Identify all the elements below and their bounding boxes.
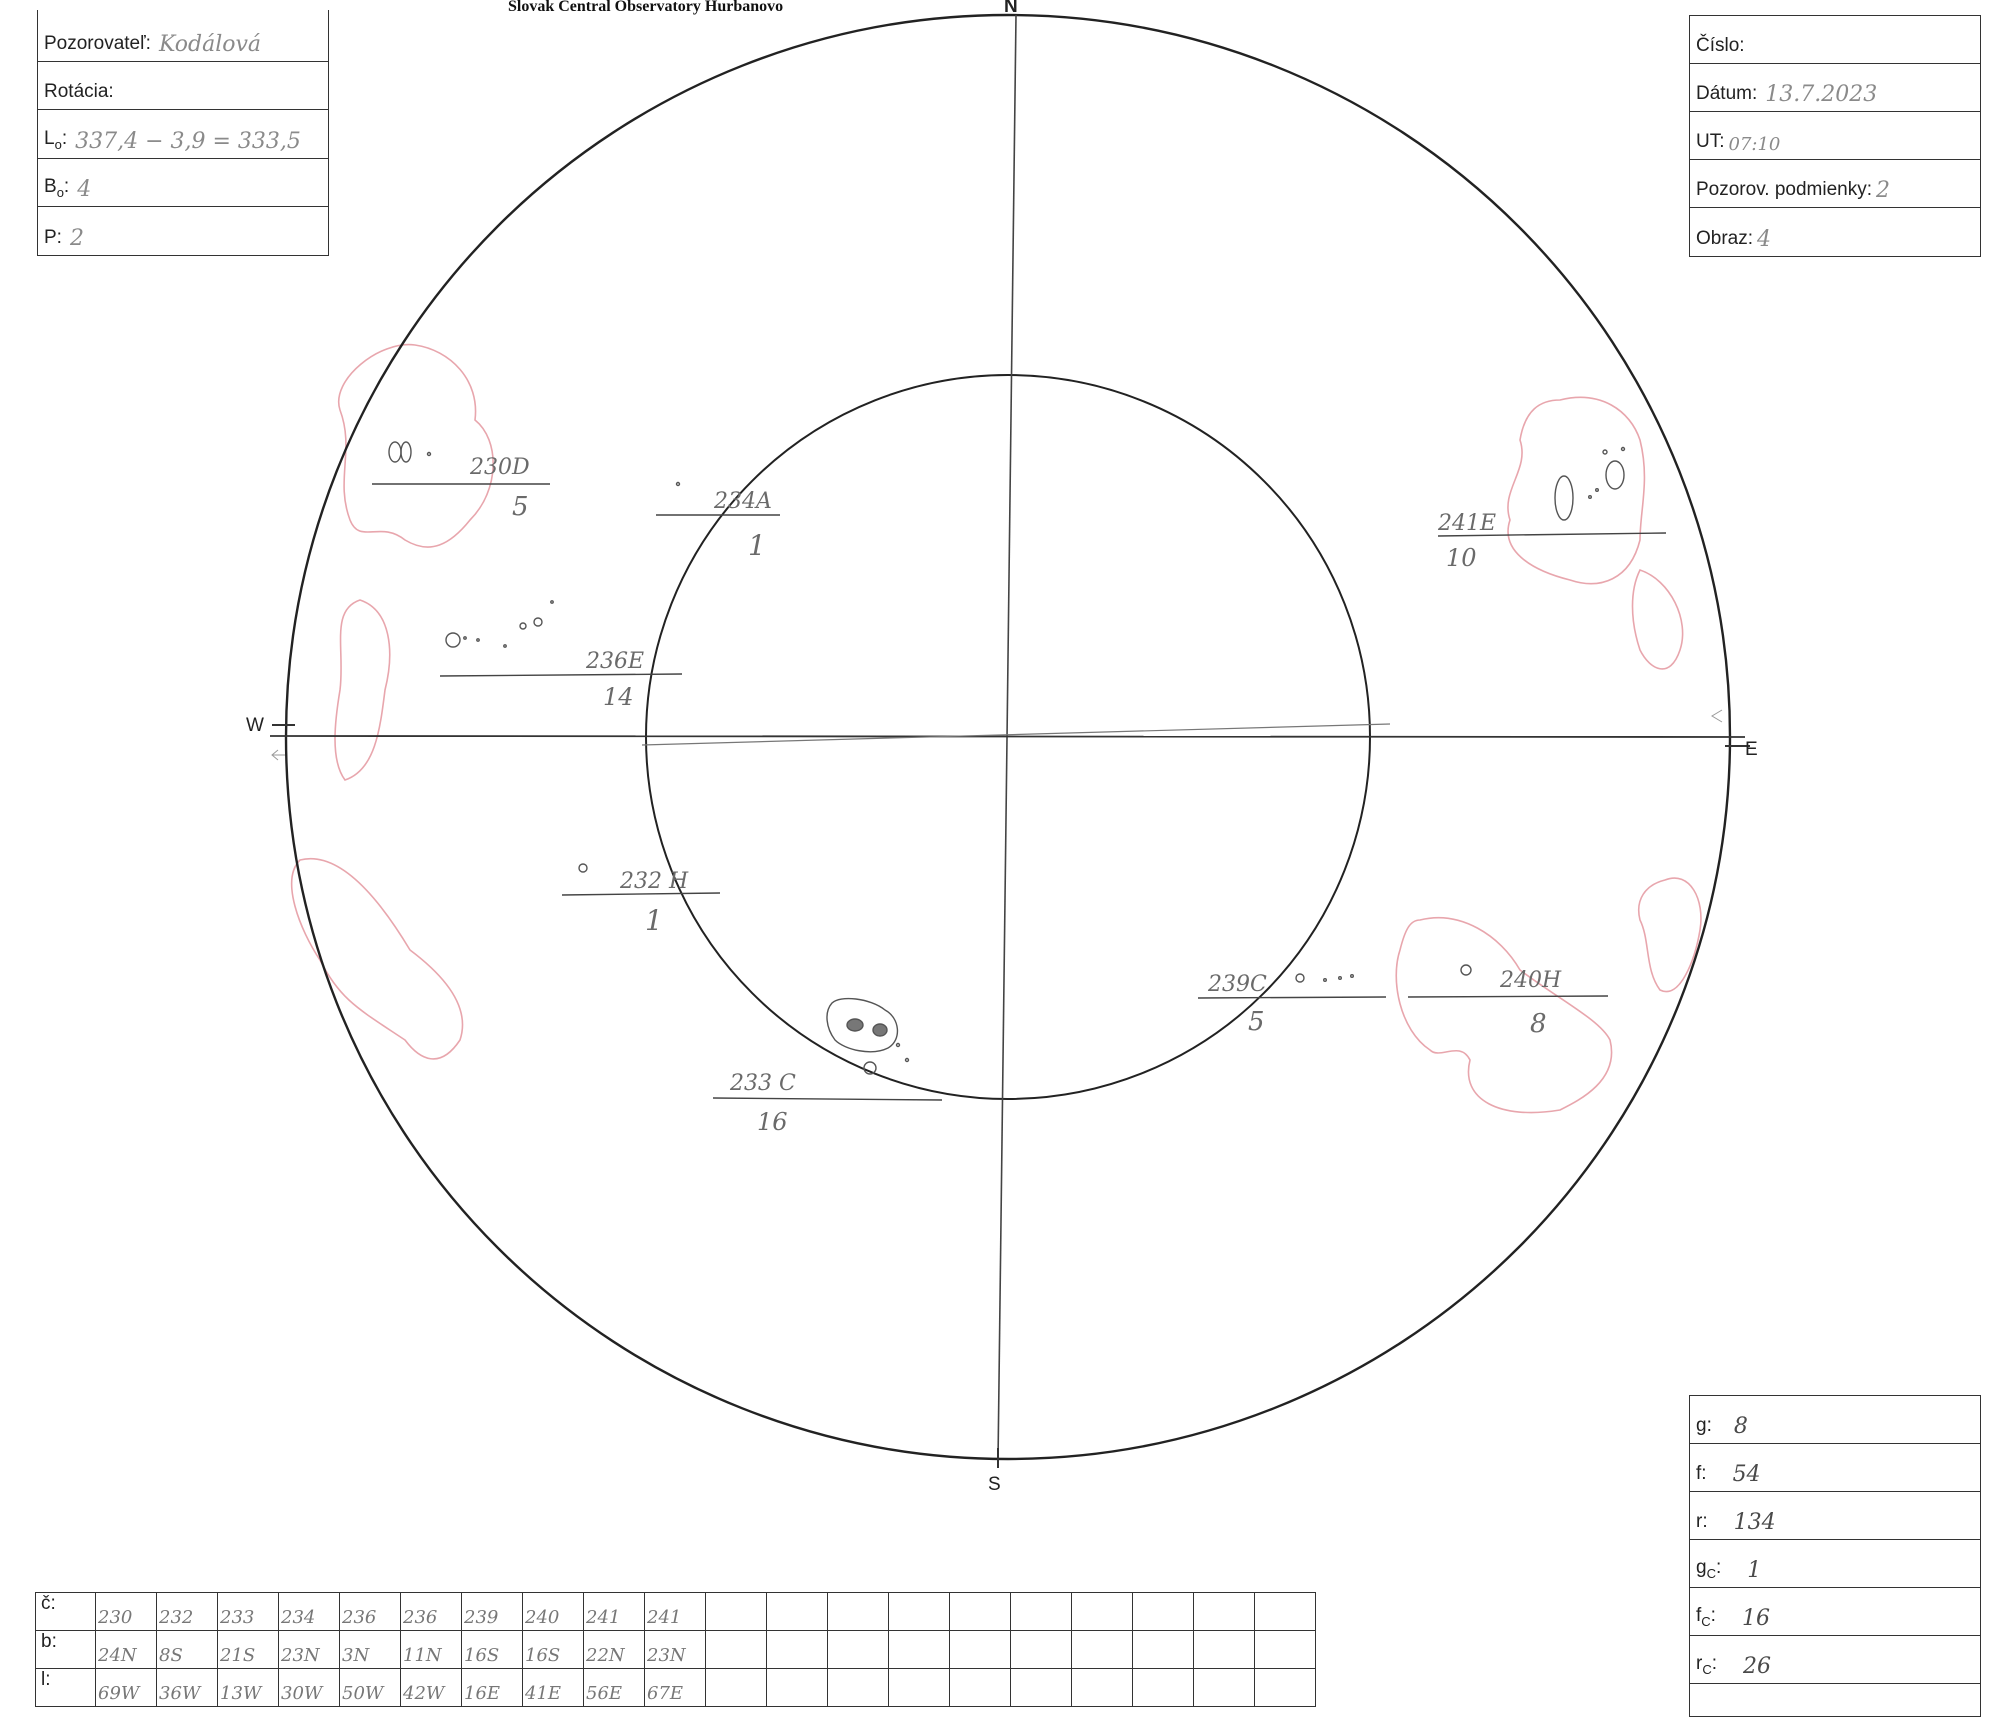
image-row: Obraz: 4 xyxy=(1690,208,1980,256)
table-cell-empty xyxy=(828,1593,889,1631)
equator-line xyxy=(642,724,1390,745)
group-count-232h: 1 xyxy=(645,904,663,937)
table-cell: 24N xyxy=(96,1631,157,1669)
table-cell-empty xyxy=(1011,1631,1072,1669)
table-cell: 21S xyxy=(218,1631,279,1669)
table-cell-empty xyxy=(889,1631,950,1669)
p-value: 2 xyxy=(69,226,84,251)
table-cell-empty xyxy=(706,1631,767,1669)
group-label-texts xyxy=(469,455,1562,1136)
stat-gc-value: 1 xyxy=(1747,1558,1762,1583)
observer-row: Pozorovateľ: Kodálová xyxy=(38,10,328,62)
table-row-label: l: xyxy=(36,1669,96,1707)
table-cell: 16S xyxy=(462,1631,523,1669)
table-cell: 56E xyxy=(584,1669,645,1707)
stat-g-value: 8 xyxy=(1733,1414,1748,1439)
table-cell: 11N xyxy=(401,1631,462,1669)
table-cell-empty xyxy=(1194,1631,1255,1669)
table-cell: 230 xyxy=(96,1593,157,1631)
table-cell-empty xyxy=(1194,1593,1255,1631)
observer-value: Kodálová xyxy=(158,32,262,57)
table-cell: 41E xyxy=(523,1669,584,1707)
date-info-box xyxy=(1689,15,1981,257)
table-cell-empty xyxy=(950,1631,1011,1669)
table-cell: 240 xyxy=(523,1593,584,1631)
table-cell: 236 xyxy=(401,1593,462,1631)
table-cell: 36W xyxy=(157,1669,218,1707)
table-cell-empty xyxy=(950,1593,1011,1631)
ut-value: 07:10 xyxy=(1728,134,1781,155)
table-cell-empty xyxy=(767,1593,828,1631)
compass-south: S xyxy=(988,1474,1001,1495)
table-cell: 23N xyxy=(645,1631,706,1669)
l0-value: 337,4 − 3,9 = 333,5 xyxy=(75,129,301,154)
stat-rc-value: 26 xyxy=(1743,1654,1771,1679)
group-label-241e: 241E xyxy=(1438,511,1497,536)
table-cell: 241 xyxy=(584,1593,645,1631)
stat-extra-row xyxy=(1690,1684,1980,1716)
table-cell: 13W xyxy=(218,1669,279,1707)
group-label-236e: 236E xyxy=(586,649,645,674)
table-cell-empty xyxy=(1072,1631,1133,1669)
table-cell: 234 xyxy=(279,1593,340,1631)
date-value: 13.7.2023 xyxy=(1765,82,1878,107)
statistics-box xyxy=(1689,1395,1981,1717)
table-cell: 239 xyxy=(462,1593,523,1631)
table-cell-empty xyxy=(1133,1593,1194,1631)
table-cell: 22N xyxy=(584,1631,645,1669)
table-cell: 241 xyxy=(645,1593,706,1631)
group-label-240h: 240H xyxy=(1500,968,1562,993)
compass-north: N xyxy=(1004,0,1018,17)
stat-fc-value: 16 xyxy=(1741,1606,1770,1631)
compass-west: W xyxy=(246,715,264,736)
group-count-240h: 8 xyxy=(1530,1009,1547,1039)
table-cell-empty xyxy=(767,1631,828,1669)
table-cell: 233 xyxy=(218,1593,279,1631)
group-label-232h: 232 H xyxy=(620,869,689,894)
table-cell-empty xyxy=(706,1593,767,1631)
table-cell: 42W xyxy=(401,1669,462,1707)
table-cell-empty xyxy=(1255,1631,1316,1669)
stat-f-value: 54 xyxy=(1732,1462,1761,1487)
north-south-axis xyxy=(998,15,1016,1462)
stat-gc-row: $g_C$: 1 xyxy=(1690,1540,1980,1588)
l0-row: $L_o$: 337,4 − 3,9 = 333,5 xyxy=(38,110,328,159)
stat-r-value: 134 xyxy=(1733,1510,1776,1535)
b0-row: $B_o$: 4 xyxy=(38,159,328,207)
p-row: P: 2 xyxy=(38,207,328,255)
group-count-239c: 5 xyxy=(1248,1007,1265,1037)
conditions-row: Pozorov. podmienky: 2 xyxy=(1690,160,1980,208)
group-count-233c: 16 xyxy=(757,1108,788,1136)
stat-f-row: f: 54 xyxy=(1690,1444,1980,1492)
table-cell-empty xyxy=(1133,1631,1194,1669)
stat-fc-row: $f_C$: 16 xyxy=(1690,1588,1980,1636)
table-row-label: b: xyxy=(36,1631,96,1669)
table-cell-empty xyxy=(1072,1593,1133,1631)
rotation-row: Rotácia: xyxy=(38,62,328,110)
group-label-230d: 230D xyxy=(470,455,530,480)
group-coordinates-table xyxy=(35,1592,1316,1707)
table-cell: 8S xyxy=(157,1631,218,1669)
table-cell: 67E xyxy=(645,1669,706,1707)
table-cell: 16E xyxy=(462,1669,523,1707)
stat-rc-row: $r_C$: 26 xyxy=(1690,1636,1980,1684)
group-label-233c: 233 C xyxy=(730,1071,796,1096)
table-cell: 30W xyxy=(279,1669,340,1707)
table-cell: 236 xyxy=(340,1593,401,1631)
observatory-title: Slovak Central Observatory Hurbanovo xyxy=(508,0,784,15)
latitude-row xyxy=(36,1631,1316,1669)
table-cell: 23N xyxy=(279,1631,340,1669)
table-cell: 16S xyxy=(523,1631,584,1669)
group-number-row xyxy=(36,1593,1316,1631)
table-cell-empty xyxy=(889,1593,950,1631)
west-east-axis xyxy=(270,736,1745,737)
table-cell: 232 xyxy=(157,1593,218,1631)
stat-g-row: g: 8 xyxy=(1690,1396,1980,1444)
table-cell-empty xyxy=(828,1631,889,1669)
number-row: Číslo: xyxy=(1690,16,1980,64)
group-labels xyxy=(372,484,1666,1100)
group-count-230d: 5 xyxy=(512,492,529,522)
stat-r-row: r: 134 xyxy=(1690,1492,1980,1540)
group-count-236e: 14 xyxy=(603,683,634,711)
table-cell: 3N xyxy=(340,1631,401,1669)
ut-row: UT: 07:10 xyxy=(1690,112,1980,160)
table-cell: 69W xyxy=(96,1669,157,1707)
group-count-241e: 10 xyxy=(1446,544,1477,572)
group-count-234a: 1 xyxy=(748,529,766,562)
group-label-234a: 234A xyxy=(714,489,772,514)
table-cell: 50W xyxy=(340,1669,401,1707)
table-row-label: č: xyxy=(36,1593,96,1631)
conditions-value: 2 xyxy=(1876,178,1891,203)
image-value: 4 xyxy=(1757,227,1772,252)
table-cell-empty xyxy=(1011,1593,1072,1631)
table-cell-empty xyxy=(1255,1593,1316,1631)
date-row: Dátum: 13.7.2023 xyxy=(1690,64,1980,112)
group-label-239c: 239C xyxy=(1208,972,1267,997)
observation-info-box xyxy=(37,10,329,256)
b0-value: 4 xyxy=(77,177,92,202)
compass-east: E xyxy=(1745,739,1758,760)
